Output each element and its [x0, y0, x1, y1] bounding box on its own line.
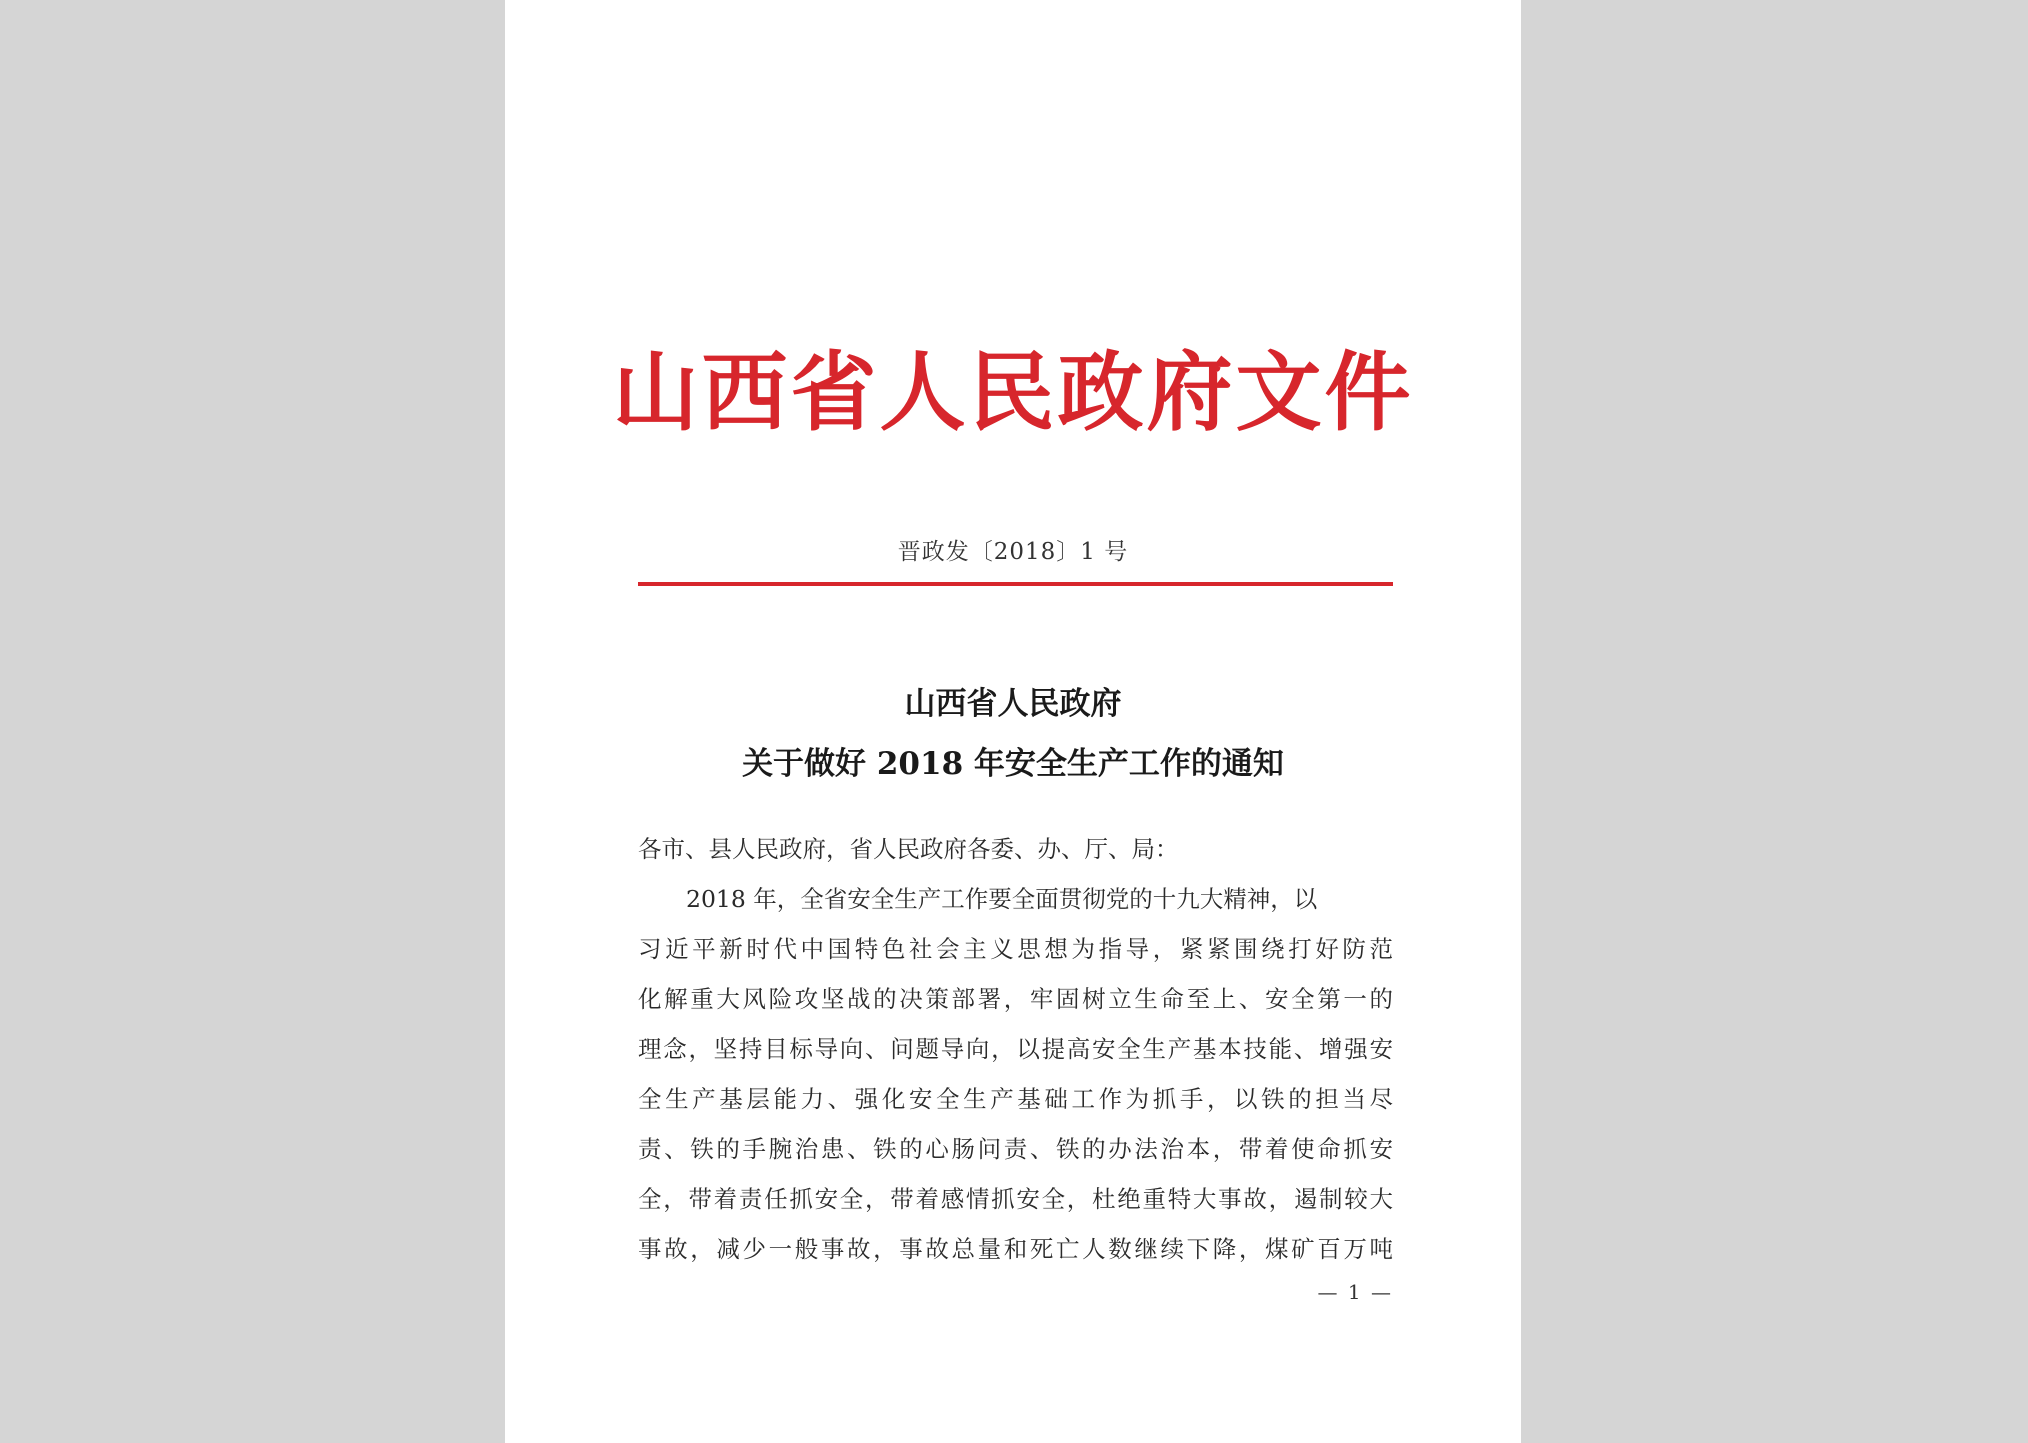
page-number: — 1 —: [1317, 1280, 1393, 1304]
masthead-title: 山西省人民政府文件: [612, 342, 1414, 443]
body-line: 2018 年，全省安全生产工作要全面贯彻党的十九大精神，以: [686, 885, 1318, 913]
salutation: 各市、县人民政府，省人民政府各委、办、厅、局：: [638, 835, 1179, 863]
body-line: 事故，减少一般事故，事故总量和死亡人数继续下降，煤矿百万吨: [638, 1235, 1393, 1263]
body-line: 理念，坚持目标导向、问题导向，以提高安全生产基本技能、增强安: [638, 1035, 1393, 1063]
document-number: 晋政发〔2018〕1 号: [897, 539, 1129, 565]
notice-title-line-2: 关于做好 2018 年安全生产工作的通知: [742, 746, 1284, 782]
body-line: 全，带着责任抓安全，带着感情抓安全，杜绝重特大事故，遏制较大: [638, 1185, 1393, 1213]
body-line: 化解重大风险攻坚战的决策部署，牢固树立生命至上、安全第一的: [638, 985, 1393, 1013]
document-page: [505, 0, 1521, 1443]
body-line: 习近平新时代中国特色社会主义思想为指导，紧紧围绕打好防范: [638, 935, 1393, 963]
notice-title-line-1: 山西省人民政府: [904, 686, 1122, 722]
body-line: 全生产基层能力、强化安全生产基础工作为抓手，以铁的担当尽: [638, 1085, 1393, 1113]
red-divider-line: [638, 582, 1393, 586]
body-line: 责、铁的手腕治患、铁的心肠问责、铁的办法治本，带着使命抓安: [638, 1135, 1393, 1163]
